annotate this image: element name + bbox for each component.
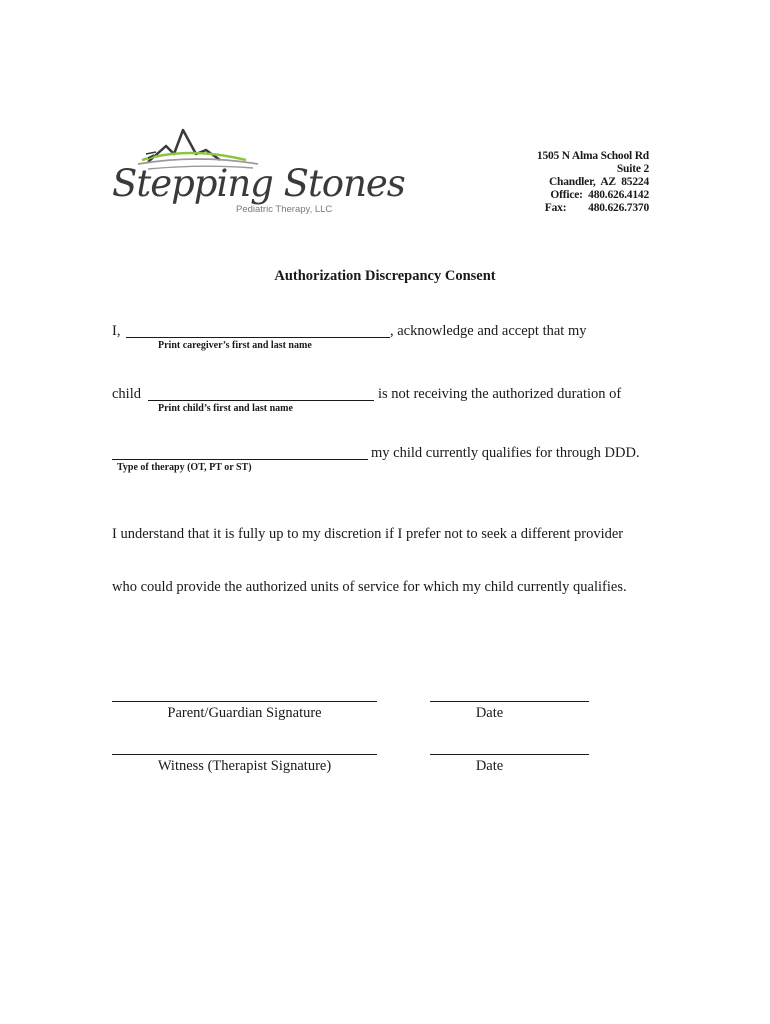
line2-suffix: is not receiving the authorized duration of [378,386,622,402]
form-title: Authorization Discrepancy Consent [274,268,496,284]
date1-label: Date [475,705,504,721]
witness-signature-label: Witness (Therapist Signature) [157,758,332,774]
fax-label: Fax: [544,202,567,214]
consent-paragraph-line1: I understand that it is fully up to my discretion if I prefer not to seek a different provider [112,526,624,542]
caregiver-name-hint: Print caregiver’s first and last name [158,340,312,351]
office-phone: 480.626.4142 [588,189,649,201]
parent-signature-label: Parent/Guardian Signature [167,705,322,721]
line3-suffix: my child currently qualifies for through DDD. [371,445,640,461]
logo-brand-text: Stepping Stones [112,162,405,205]
address-suite: Suite 2 [616,163,649,175]
witness-signature-line[interactable] [112,754,377,755]
date1-line[interactable] [430,701,589,702]
line1-prefix: I, [112,323,121,339]
therapy-type-hint: Type of therapy (OT, PT or ST) [117,462,252,473]
child-name-field[interactable] [148,400,374,401]
address-block [537,150,649,215]
company-logo [108,124,405,224]
address-city: Chandler, AZ 85224 [548,176,649,188]
consent-paragraph-line2: who could provide the authorized units of service for which my child currently qualifies. [112,579,627,595]
therapy-type-field[interactable] [112,459,368,460]
address-street: 1505 N Alma School Rd [536,150,649,162]
caregiver-name-field[interactable] [126,337,390,338]
line1-suffix: , acknowledge and accept that my [390,323,587,339]
address-fax [537,202,649,215]
address-office [537,189,649,202]
logo-tagline: Pediatric Therapy, LLC [236,204,333,215]
line2-prefix: child [112,386,141,402]
date2-line[interactable] [430,754,589,755]
parent-signature-line[interactable] [112,701,377,702]
date2-label: Date [475,758,504,774]
child-name-hint: Print child’s first and last name [158,403,293,414]
office-label: Office: [550,189,583,201]
fax-number: 480.626.7370 [588,202,649,214]
